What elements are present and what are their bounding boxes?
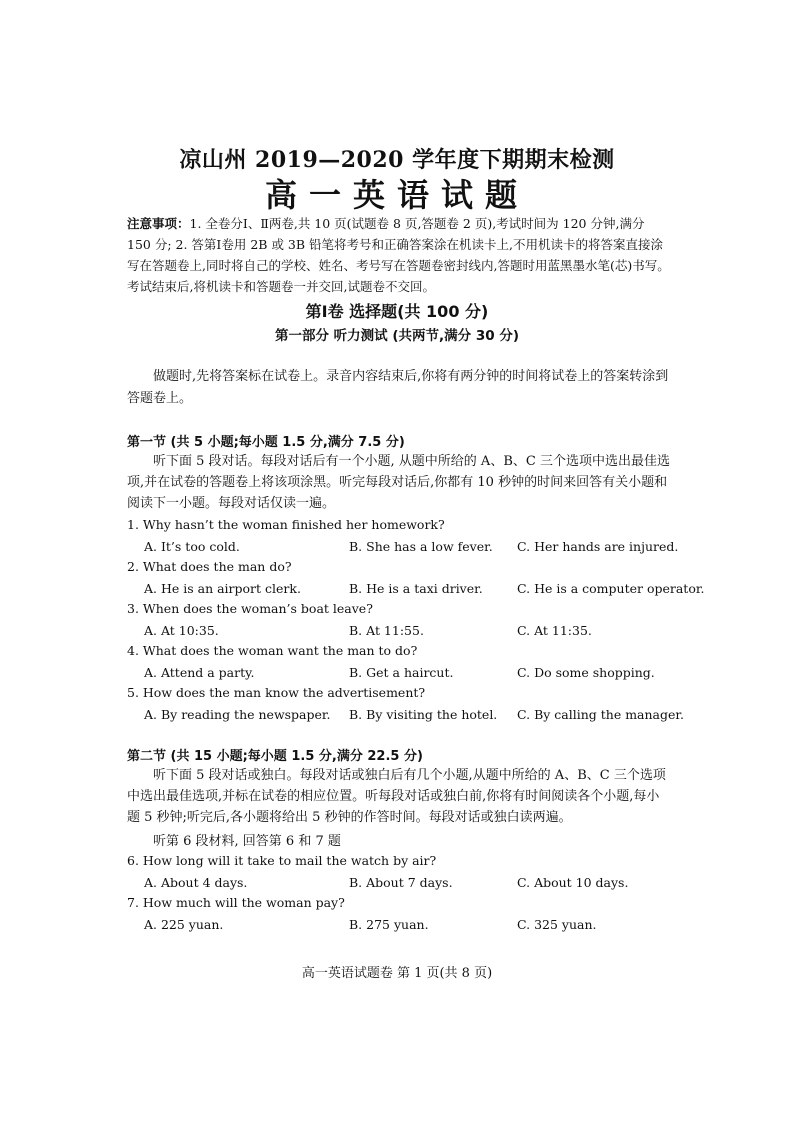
option-c: C. Her hands are injured.: [517, 539, 679, 554]
section1-heading: 第一节 (共 5 小题;每小题 1.5 分,满分 7.5 分): [127, 435, 405, 450]
notice-text: 1. 全卷分Ⅰ、Ⅱ两卷,共 10 页(试题卷 8 页,答题卷 2 页),考试时间为 120 分钟,满分 150 分; 2. 答第Ⅰ卷用 2B 或 3B 铅笔将考号和正确答案涂在机读卡上,不用机读卡的将答案直接涂写在答题卷上,同时将自己的学校、姓名、考号写在答题卷密封线内,答题时用蓝黑墨水笔(芯)书写。考试结束后,将机读卡和答题卷一并交回,试题卷不交回。: [127, 216, 670, 294]
section1-description: 听下面 5 段对话。每段对话后有一个小题, 从题中所给的 A、B、C 三个选项中选出最佳选项,并在试卷的答题卷上将该项涂黑。听完每段对话后,你都有 10 秒钟的时间来回答有关小题和阅读下一小题。每段对话仅读一遍。: [127, 454, 670, 511]
section2-heading: 第二节 (共 15 小题;每小题 1.5 分,满分 22.5 分): [127, 749, 423, 764]
option-c: C. At 11:35.: [517, 623, 592, 638]
option-b: B. At 11:55.: [349, 623, 424, 638]
option-b: B. Get a haircut.: [349, 665, 454, 680]
option-a: A. About 4 days.: [144, 875, 248, 890]
option-b: B. About 7 days.: [349, 875, 453, 890]
option-b: B. By visiting the hotel.: [349, 707, 498, 722]
section2-subheading: 听第 6 段材料, 回答第 6 和 7 题: [153, 834, 341, 849]
option-b: B. He is a taxi driver.: [349, 581, 483, 596]
exam-title: 凉山州 2019—2020 学年度下期期末检测: [179, 147, 615, 173]
option-c: C. About 10 days.: [517, 875, 629, 890]
question-stem: 2. What does the man do?: [127, 559, 292, 574]
question-stem: 6. How long will it take to mail the watch by air?: [127, 853, 437, 868]
option-a: A. Attend a party.: [144, 665, 255, 680]
listening-intro: 做题时,先将答案标在试卷上。录音内容结束后,你将有两分钟的时间将试卷上的答案转涂到答题卷上。: [127, 369, 669, 406]
option-a: A. At 10:35.: [144, 623, 219, 638]
option-c: C. He is a computer operator.: [517, 581, 705, 596]
option-b: B. She has a low fever.: [349, 539, 493, 554]
option-c: C. By calling the manager.: [517, 707, 684, 722]
option-c: C. Do some shopping.: [517, 665, 655, 680]
question-stem: 5. How does the man know the advertisement?: [127, 685, 426, 700]
option-a: A. 225 yuan.: [144, 917, 224, 932]
option-a: A. By reading the newspaper.: [144, 707, 331, 722]
question-stem: 7. How much will the woman pay?: [127, 895, 345, 910]
notice-label: 注意事项：: [127, 216, 190, 231]
option-b: B. 275 yuan.: [349, 917, 429, 932]
question-stem: 1. Why hasn’t the woman finished her homework?: [127, 517, 445, 532]
volume-title: 第Ⅰ卷 选择题(共 100 分): [305, 302, 489, 321]
option-c: C. 325 yuan.: [517, 917, 597, 932]
part-title: 第一部分 听力测试 (共两节,满分 30 分): [274, 328, 520, 344]
question-stem: 3. When does the woman’s boat leave?: [127, 601, 373, 616]
option-a: A. He is an airport clerk.: [144, 581, 301, 596]
notice-block: [127, 213, 672, 297]
page-footer: 高一英语试题卷 第 1 页(共 8 页): [301, 966, 493, 981]
exam-subject-title: 高一英语试题: [264, 176, 529, 214]
question-stem: 4. What does the woman want the man to do?: [127, 643, 418, 658]
option-a: A. It’s too cold.: [144, 539, 240, 554]
section2-description: 听下面 5 段对话或独白。每段对话或独白后有几个小题,从题中所给的 A、B、C 三个选项中选出最佳选项,并标在试卷的相应位置。听每段对话或独白前,你将有时间阅读各个小题,每小题 5 秒钟;听完后,各小题将给出 5 秒钟的作答时间。每段对话或独白读两遍。: [127, 768, 666, 825]
